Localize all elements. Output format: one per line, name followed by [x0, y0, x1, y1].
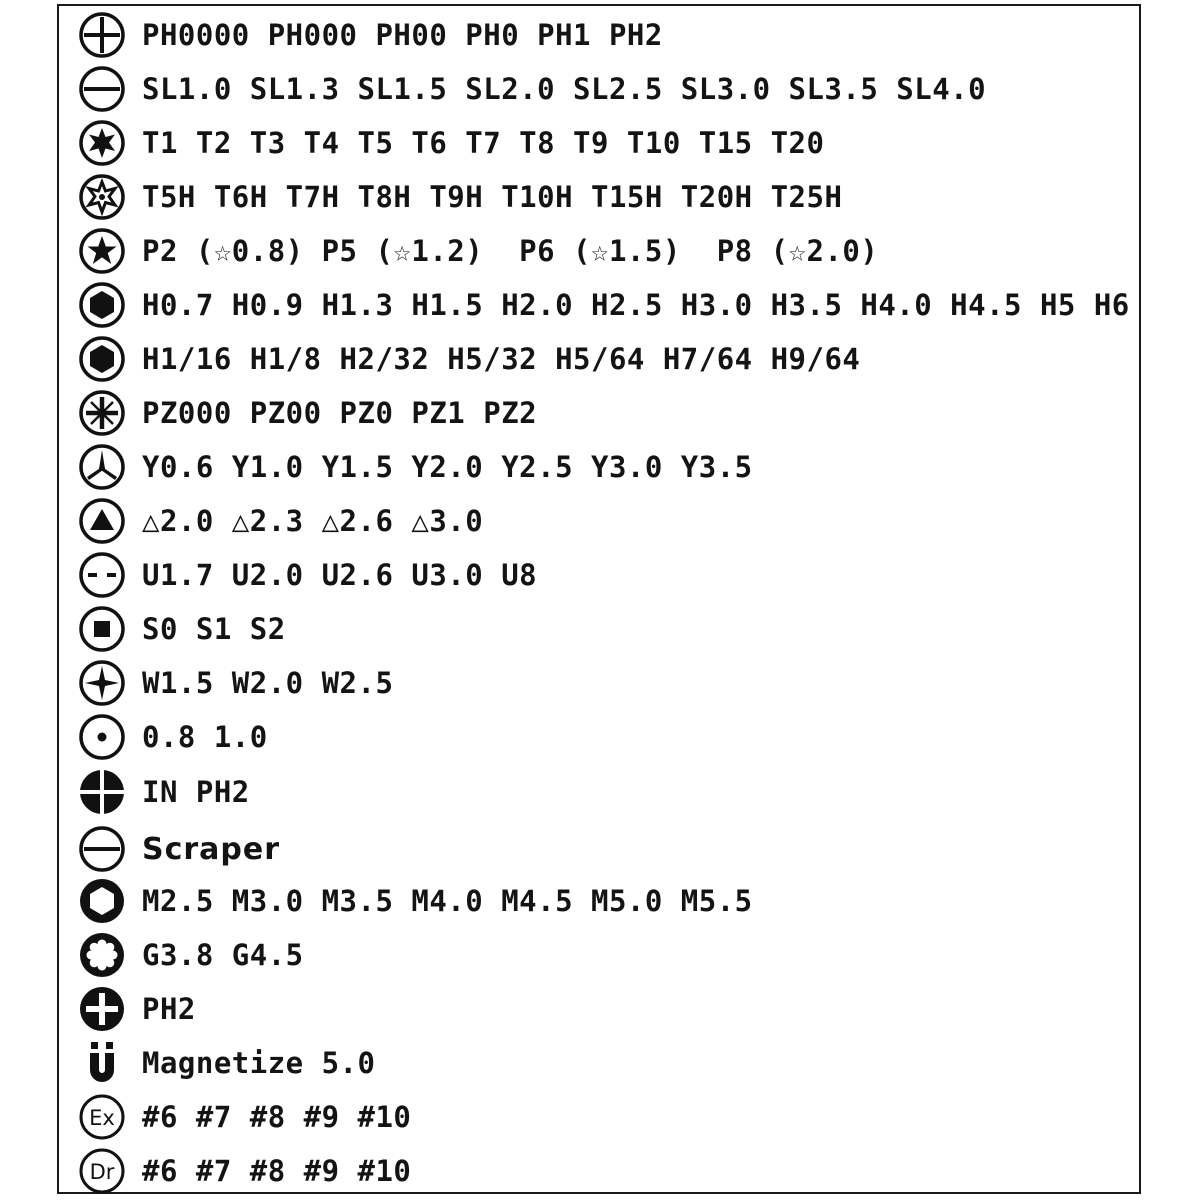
bit-sizes-label: Magnetize 5.0 [142, 1046, 376, 1080]
pozidriv-icon [78, 389, 126, 437]
tri-wing-icon [78, 443, 126, 491]
bit-sizes-label: SL1.0 SL1.3 SL1.5 SL2.0 SL2.5 SL3.0 SL3.5 SL4.0 [142, 72, 987, 106]
bit-row-phillips [78, 11, 663, 59]
bit-row-torx [78, 119, 824, 167]
bit-sizes-label: U1.7 U2.0 U2.6 U3.0 U8 [142, 558, 538, 592]
bit-row-tri-wing [78, 443, 753, 491]
bit-sizes-label: H1/16 H1/8 H2/32 H5/32 H5/64 H7/64 H9/64 [142, 342, 861, 376]
torx-star-icon [78, 119, 126, 167]
bit-row-phillips-solid [78, 985, 196, 1033]
bit-sizes-label: #6 #7 #8 #9 #10 [142, 1100, 412, 1134]
bit-sizes-label: IN PH2 [142, 775, 250, 809]
phillips-solid-icon [78, 985, 126, 1033]
in-phillips-icon [78, 768, 126, 816]
bit-sizes-label: PH0000 PH000 PH00 PH0 PH1 PH2 [142, 18, 663, 52]
ex-icon [78, 1093, 126, 1141]
ex-icon-glyph: Ex [89, 1106, 115, 1130]
square-icon [78, 605, 126, 653]
bit-row-ex [78, 1093, 411, 1141]
dot-center-icon [78, 713, 126, 761]
bit-sizes-label: S0 S1 S2 [142, 612, 286, 646]
bit-row-torx-security [78, 173, 842, 221]
triangle-icon [78, 497, 126, 545]
torx-security-icon [78, 173, 126, 221]
pentalobe-icon [78, 227, 126, 275]
bit-row-slotted [78, 65, 986, 113]
bit-sizes-label: P2 (☆0.8) P5 (☆1.2) P6 (☆1.5) P8 (☆2.0) [142, 234, 879, 268]
bit-sizes-label: #6 #7 #8 #9 #10 [142, 1154, 412, 1188]
bit-sizes-label: PH2 [142, 992, 196, 1026]
bit-row-hex [78, 281, 1130, 329]
bit-sizes-label: M2.5 M3.0 M3.5 M4.0 M4.5 M5.0 M5.5 [142, 884, 753, 918]
bit-sizes-label: 0.8 1.0 [142, 720, 268, 754]
bit-row-scraper [78, 825, 280, 873]
phillips-cross-icon [78, 11, 126, 59]
bit-row-pentalobe [78, 227, 878, 275]
w-type-icon [78, 659, 126, 707]
bit-row-pozidriv [78, 389, 537, 437]
bit-row-magnetize [78, 1039, 375, 1087]
bit-row-dot-center [78, 713, 268, 761]
hex-icon [78, 281, 126, 329]
bit-sizes-label: △2.0 △2.3 △2.6 △3.0 [142, 504, 484, 538]
bit-row-gamebit [78, 931, 304, 979]
bit-sizes-label: T5H T6H T7H T8H T9H T10H T15H T20H T25H [142, 180, 843, 214]
bit-row-hex-inch [78, 335, 860, 383]
slotted-icon [78, 65, 126, 113]
scraper-label: Scraper [142, 831, 281, 867]
gamebit-icon [78, 931, 126, 979]
bit-sizes-label: T1 T2 T3 T4 T5 T6 T7 T8 T9 T10 T15 T20 [142, 126, 825, 160]
bit-row-u-type [78, 551, 537, 599]
m-hex-socket-icon [78, 877, 126, 925]
dr-icon-glyph: Dr [89, 1160, 115, 1184]
bit-sizes-label: Y0.6 Y1.0 Y1.5 Y2.0 Y2.5 Y3.0 Y3.5 [142, 450, 753, 484]
bit-row-dr [78, 1147, 411, 1195]
hex-inch-icon [78, 335, 126, 383]
bit-sizes-label: PZ000 PZ00 PZ0 PZ1 PZ2 [142, 396, 538, 430]
bit-row-m-hex-socket [78, 877, 753, 925]
bit-row-w-type [78, 659, 393, 707]
bit-sizes-label: W1.5 W2.0 W2.5 [142, 666, 394, 700]
bit-row-in-phillips [78, 768, 250, 816]
magnet-u-icon [78, 1039, 126, 1087]
bit-row-triangle [78, 497, 483, 545]
bit-row-square [78, 605, 286, 653]
bit-sizes-label: H0.7 H0.9 H1.3 H1.5 H2.0 H2.5 H3.0 H3.5 H4.0 H4.5 H5 H6 [142, 288, 1130, 322]
scraper-icon [78, 825, 126, 873]
bit-sizes-label: G3.8 G4.5 [142, 938, 304, 972]
dr-icon [78, 1147, 126, 1195]
u-type-icon [78, 551, 126, 599]
